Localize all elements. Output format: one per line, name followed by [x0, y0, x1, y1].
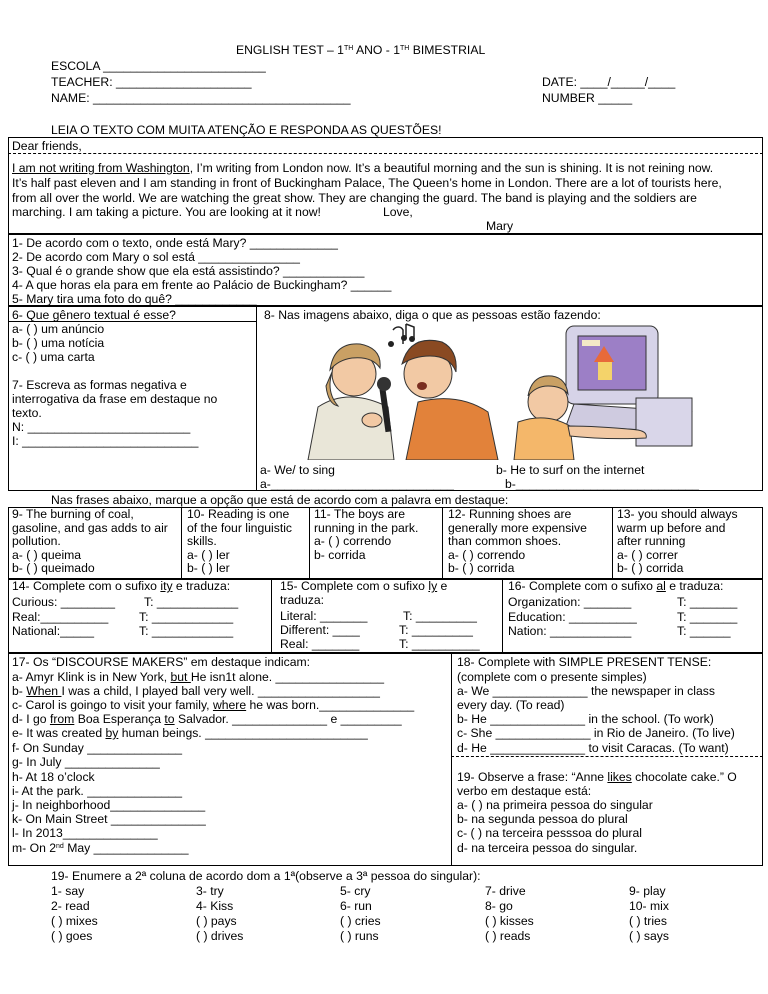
section-instruction: Nas frases abaixo, marque a opção que está de acordo com a palavra em destaque: [51, 493, 509, 507]
question-3[interactable]: 3- Qual é o grande show que ela está assistindo? ____________ [12, 264, 365, 278]
question-1[interactable]: 1- De acordo com o texto, onde está Mary? _____________ [12, 236, 338, 250]
q16-translation-field[interactable]: T: _______ [677, 610, 738, 624]
q17-item-l[interactable]: l- In 2013______________ [12, 826, 158, 840]
divider [309, 507, 310, 579]
enumerate-option[interactable]: ( ) tries [629, 914, 667, 928]
divider [8, 153, 763, 154]
name-field[interactable]: NAME: ______________________________________ [51, 91, 351, 105]
q9-option-b[interactable]: b- ( ) queimado [12, 561, 95, 576]
q14-translation-field[interactable]: T: ____________ [139, 624, 234, 638]
q7-negative-field[interactable]: N: ________________________ [12, 420, 191, 434]
enumerate-option[interactable]: ( ) kisses [485, 914, 534, 928]
q11-option-a[interactable]: a- ( ) correndo [314, 534, 392, 549]
q15-word-field[interactable]: Different: ____ [280, 623, 360, 637]
question-4[interactable]: 4- A que horas ela para em frente ao Palácio de Buckingham? ______ [12, 278, 392, 292]
letter-love: Love, [383, 205, 413, 219]
q17-item-f[interactable]: f- On Sunday ______________ [12, 741, 183, 755]
q12-option-b[interactable]: b- ( ) corrida [448, 561, 515, 576]
enumerate-option[interactable]: ( ) pays [196, 914, 237, 928]
enumerate-option[interactable]: ( ) goes [51, 929, 93, 943]
q6-option-b[interactable]: b- ( ) uma notícia [12, 336, 105, 350]
q9-option-a[interactable]: a- ( ) queima [12, 547, 82, 562]
q10-option-a[interactable]: a- ( ) ler [187, 547, 230, 562]
question-12: 12- Running shoes are generally more expensive than common shoes. a- ( ) correndo b- ( ) corrida [448, 507, 587, 576]
q19-observe-title: 19- Observe a frase: “Anne likes chocolate cake.” O [457, 770, 737, 784]
letter-line-4: marching. I am taking a picture. You are looking at it now! [12, 205, 321, 219]
q18-item-c[interactable]: c- She ______________ in Rio de Janeiro. (To live) [457, 726, 735, 740]
q17-title: 17- Os “DISCOURSE MAKERS” em destaque indicam: [12, 655, 311, 669]
q19-enumerate-title: 19- Enumere a 2ª coluna de acordo dom a 1ª(observe a 3ª pessoa do singular): [51, 869, 481, 883]
q15-word-field[interactable]: Real: _______ [280, 637, 360, 651]
q11-option-b[interactable]: b- corrida [314, 547, 366, 562]
q13-option-b[interactable]: b- ( ) corrida [617, 561, 684, 576]
q19-option-a[interactable]: a- ( ) na primeira pessoa do singular [457, 798, 653, 812]
divider [442, 507, 443, 579]
divider [181, 507, 182, 579]
letter-line-2: It’s half past eleven and I am standing in front of Buckingham Palace, The Queen’s home in London. There are a lot of tourists here, [12, 176, 722, 190]
q17-item-b[interactable]: b- When I was a child, I played ball very well. __________________ [12, 684, 380, 698]
q14-word-field[interactable]: National:_____ [12, 624, 94, 638]
enumerate-option[interactable]: ( ) reads [485, 929, 531, 943]
divider [612, 507, 613, 579]
enumerate-option[interactable]: ( ) runs [340, 929, 379, 943]
enumerate-column-1: 1- say 2- read ( ) mixes ( ) goes [51, 884, 98, 943]
q16-translation-field[interactable]: T: ______ [677, 624, 731, 638]
enumerate-option[interactable]: ( ) says [629, 929, 669, 943]
q8-item-a-label: a- We/ to sing [260, 463, 335, 477]
q16-word-field[interactable]: Nation: ____________ [508, 624, 632, 638]
q7-text: 7- Escreva as formas negativa e [12, 378, 187, 392]
school-field[interactable]: ESCOLA ________________________ [51, 59, 266, 73]
q17-item-c[interactable]: c- Carol is goingo to visit your family, where he was born.______________ [12, 698, 415, 712]
date-field[interactable]: DATE: ____/_____/____ [542, 75, 676, 89]
q16-word-field[interactable]: Education: __________ [508, 610, 637, 624]
enumerate-option[interactable]: ( ) cries [340, 914, 381, 928]
q7-text: interrogativa da frase em destaque no [12, 392, 218, 406]
enumerate-column-4: 7- drive 8- go ( ) kisses ( ) reads [485, 884, 534, 943]
q8-item-b-label: b- He to surf on the internet [496, 463, 645, 477]
question-10: 10- Reading is one of the four linguistic skills. a- ( ) ler b- ( ) ler [187, 507, 293, 576]
q18-item-b[interactable]: b- He ______________ in the school. (To work) [457, 712, 714, 726]
enumerate-column-5: 9- play 10- mix ( ) tries ( ) says [629, 884, 669, 943]
q12-option-a[interactable]: a- ( ) correndo [448, 547, 526, 562]
q19-option-d[interactable]: d- na terceira pessoa do singular. [457, 841, 638, 855]
letter-line-3: from all over the world. We are watching the great show. They are changing the guard. The band is playing and the soldiers are [12, 191, 697, 205]
q15-word-field[interactable]: Literal: _______ [280, 609, 368, 623]
q17-item-g[interactable]: g- In July ______________ [12, 755, 160, 769]
q14-translation-field[interactable]: T: ____________ [139, 610, 234, 624]
q10-option-b[interactable]: b- ( ) ler [187, 561, 230, 576]
question-15: 15- Complete com o sufixo ly e traduza: [280, 579, 448, 607]
q17-item-e[interactable]: e- It was created by human beings. ________________________ [12, 726, 368, 740]
q17-item-m[interactable]: m- On 2nd May ______________ [12, 841, 189, 855]
letter-line-1: I am not writing from Washington, I’m writing from London now. It’s a beautiful morning and the sun is shining. It is not reining now. [12, 161, 714, 175]
q14-word-field[interactable]: Real:__________ [12, 610, 109, 624]
singing-couple-illustration [298, 322, 503, 460]
q16-translation-field[interactable]: T: _______ [677, 595, 738, 609]
divider [451, 653, 452, 866]
q7-interrogative-field[interactable]: I: __________________________ [12, 434, 199, 448]
q17-item-k[interactable]: k- On Main Street ______________ [12, 812, 206, 826]
question-14: 14- Complete com o sufixo ity e traduza: [12, 579, 231, 593]
divider [502, 579, 503, 653]
q8-item-a-answer[interactable]: a-___________________________ [260, 477, 454, 491]
q19-observe-sub: verbo em destaque está: [457, 784, 592, 798]
q18-subtitle: (complete com o presente simples) [457, 670, 647, 684]
q13-option-a[interactable]: a- ( ) correr [617, 547, 678, 562]
q18-item-a[interactable]: a- We ______________ the newspaper in class [457, 684, 715, 698]
divider [451, 756, 763, 757]
q15-translation-field[interactable]: T: _________ [399, 623, 473, 637]
q8-question: 8- Nas imagens abaixo, diga o que as pessoas estão fazendo: [264, 308, 601, 322]
q17-item-a[interactable]: a- Amyr Klink is in New York, but He isn1t alone. ________________ [12, 670, 384, 684]
enumerate-column-2: 3- try 4- Kiss ( ) pays ( ) drives [196, 884, 244, 943]
q19-option-c[interactable]: c- ( ) na terceira pesssoa do plural [457, 826, 642, 840]
teacher-field[interactable]: TEACHER: ____________________ [51, 75, 252, 89]
reading-instruction: LEIA O TEXTO COM MUITA ATENÇÃO E RESPONDA AS QUESTÕES! [51, 123, 442, 137]
q16-word-field[interactable]: Organization: _______ [508, 595, 632, 609]
q8-item-b-answer[interactable]: b-___________________________ [505, 477, 699, 491]
q18-item-a-cont: every day. (To read) [457, 698, 565, 712]
q17-item-d[interactable]: d- I go from Boa Esperança to Salvador. ______________ e _________ [12, 712, 402, 726]
q15-translation-field[interactable]: T: __________ [399, 637, 480, 651]
q17-item-j[interactable]: j- In neighborhood______________ [12, 798, 206, 812]
question-13: 13- you should always warm up before and after running a- ( ) correr b- ( ) corrida [617, 507, 738, 576]
q18-title: 18- Complete with SIMPLE PRESENT TENSE: [457, 655, 712, 669]
divider [271, 579, 272, 653]
enumerate-option[interactable]: ( ) drives [196, 929, 244, 943]
q6-option-c[interactable]: c- ( ) uma carta [12, 350, 95, 364]
question-16: 16- Complete com o sufixo al e traduza: [508, 579, 724, 593]
q18-item-d[interactable]: d- He ______________ to visit Caracas. (To want) [457, 741, 729, 755]
question-5[interactable]: 5- Mary tira uma foto do quê? ____________ [12, 292, 257, 306]
q15-translation-field[interactable]: T: _________ [403, 609, 477, 623]
boy-computer-illustration [508, 318, 698, 460]
q17-item-h[interactable]: h- At 18 o’clock [12, 770, 95, 784]
q7-text: texto. [12, 406, 42, 420]
q14-word-field[interactable]: Curious: ________ [12, 595, 115, 609]
number-field[interactable]: NUMBER _____ [542, 91, 633, 105]
question-2[interactable]: 2- De acordo com Mary o sol está _______________ [12, 250, 300, 264]
letter-signature: Mary [486, 219, 514, 233]
question-11: 11- The boys are running in the park. a- ( ) correndo b- corrida [314, 507, 419, 562]
q6-option-a[interactable]: a- ( ) um anúncio [12, 322, 105, 336]
q17-item-i[interactable]: i- At the park. ______________ [12, 784, 183, 798]
q19-option-b[interactable]: b- na segunda pessoa do plural [457, 812, 628, 826]
question-9: 9- The burning of coal, gasoline, and gas adds to air pollution. a- ( ) queima b- ( ) queimado [12, 507, 168, 576]
q14-translation-field[interactable]: T: ____________ [144, 595, 239, 609]
letter-greeting: Dear friends, [12, 139, 82, 153]
test-title: ENGLISH TEST – 1TH ANO - 1TH BIMESTRIAL [236, 43, 486, 57]
q6-question: 6- Que gênero textual é esse? [12, 308, 176, 322]
divider [256, 306, 257, 491]
enumerate-column-3: 5- cry 6- run ( ) cries ( ) runs [340, 884, 381, 943]
enumerate-option[interactable]: ( ) mixes [51, 914, 98, 928]
